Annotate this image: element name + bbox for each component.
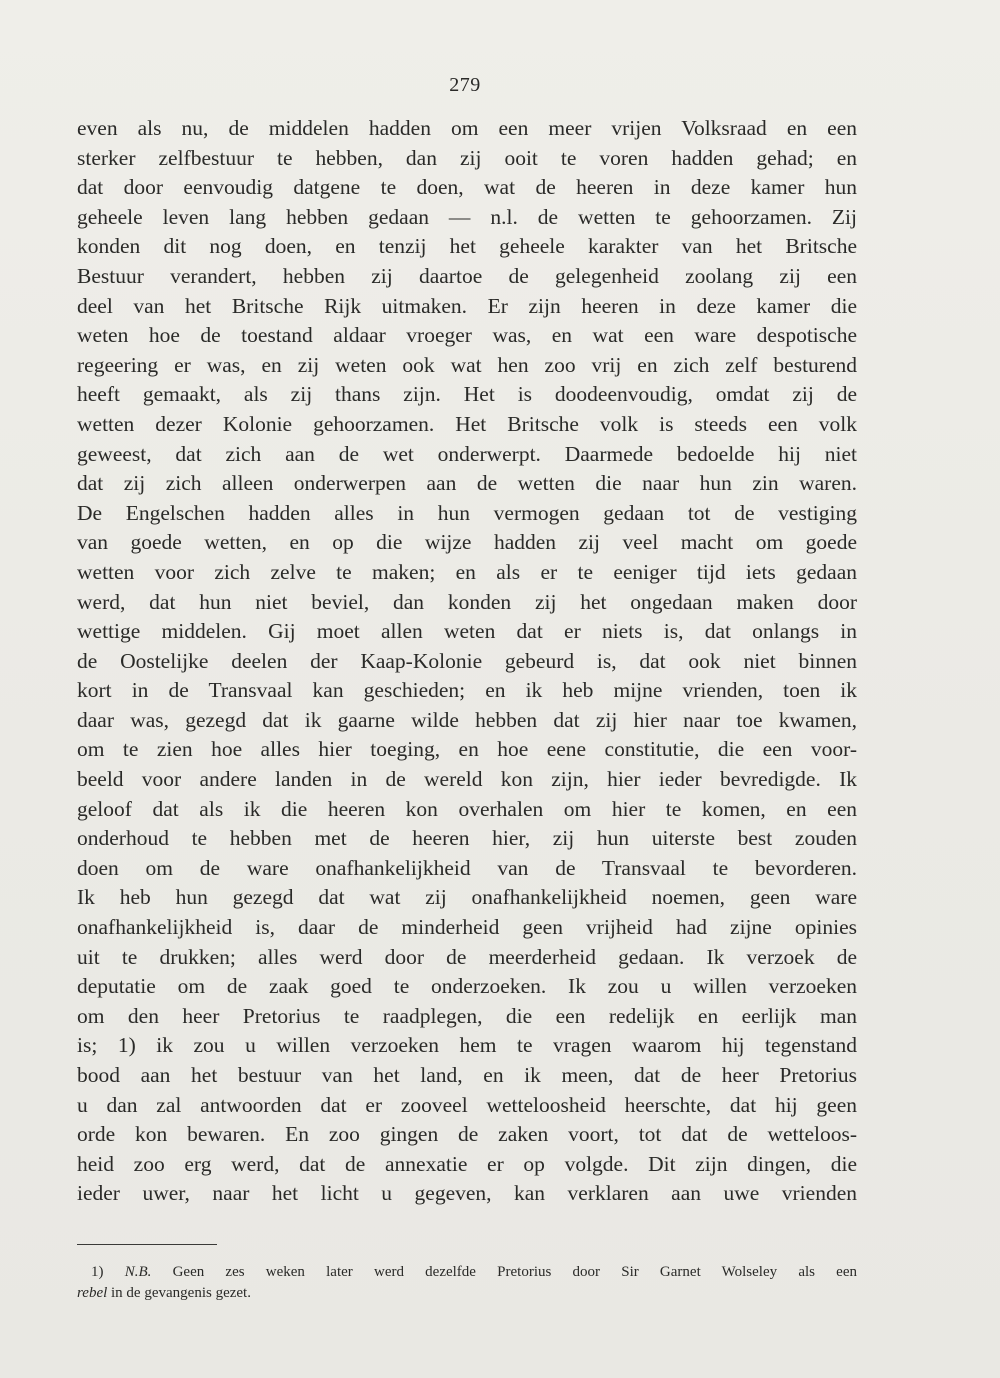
text-line: wetten voor zich zelve te maken; en als er te eeniger tijd iets gedaan [77,559,857,584]
text-line: Ik heb hun gezegd dat wat zij onafhankelijkheid noemen, geen ware [77,885,857,910]
text-line: onderhoud te hebben met de heeren hier, zij hun uiterste best zouden [77,826,857,851]
text-line: van goede wetten, en op die wijze hadden zij veel macht om goede [77,530,857,555]
text-line: doen om de ware onafhankelijkheid van de Transvaal te bevorderen. [77,855,857,880]
footnote-marker: 1) [91,1264,104,1280]
text-line: geweest, dat zich aan de wet onderwerpt. Daarmede bedoelde hij niet [77,441,857,466]
text-line: deel van het Britsche Rijk uitmaken. Er zijn heeren in deze kamer die [77,293,857,318]
footnote-line [77,1262,857,1283]
text-line: heid zoo erg werd, dat de annexatie er op volgde. Dit zijn dingen, die [77,1151,857,1176]
footnote-text: in de gevangenis gezet. [111,1285,251,1301]
footnote-italic-word: rebel [77,1285,108,1301]
text-line: heeft gemaakt, als zij thans zijn. Het is doodeenvoudig, omdat zij de [77,382,857,407]
text-line: even als nu, de middelen hadden om een meer vrijen Volksraad en een [77,116,857,140]
page-number: 279 [449,74,481,96]
text-line: geheele leven lang hebben gedaan — n.l. de wetten te gehoorzamen. Zij [77,204,857,229]
text-line: deputatie om de zaak goed te onderzoeken. Ik zou u willen verzoeken [77,974,857,999]
text-line: wetten dezer Kolonie gehoorzamen. Het Britsche volk is steeds een volk [77,411,857,436]
text-line: geloof dat als ik die heeren kon overhalen om hier te komen, en een [77,796,857,821]
text-line: beeld voor andere landen in de wereld kon zijn, hier ieder bevredigde. Ik [77,767,857,792]
text-line: kort in de Transvaal kan geschieden; en ik heb mijne vrienden, toen ik [77,678,857,703]
text-line: konden dit nog doen, en tenzij het geheele karakter van het Britsche [77,234,857,259]
text-line: is; 1) ik zou u willen verzoeken hem te vragen waarom hij tegenstand [77,1033,857,1058]
text-line: daar was, gezegd dat ik gaarne wilde hebben dat zij hier naar toe kwamen, [77,707,857,732]
text-line: bood aan het bestuur van het land, en ik meen, dat de heer Pretorius [77,1063,857,1087]
body-paragraph [77,114,857,1209]
footnote [77,1262,857,1304]
text-line: onafhankelijkheid is, daar de minderheid geen vrijheid had zijne opinies [77,915,857,940]
footnote-line [77,1283,857,1304]
text-line: wettige middelen. Gij moet allen weten dat er niets is, dat onlangs in [77,619,857,644]
text-line: De Engelschen hadden alles in hun vermogen gedaan tot de vestiging [77,500,857,525]
text-line: uit te drukken; alles werd door de meerderheid gedaan. Ik verzoek de [77,944,857,969]
text-line: dat door eenvoudig datgene te doen, wat de heeren in deze kamer hun [77,175,857,200]
text-line: weten hoe de toestand aldaar vroeger was, en wat een ware despotische [77,323,857,348]
text-line: ieder uwer, naar het licht u gegeven, kan verklaren aan uwe vrienden [77,1181,857,1206]
text-line: om den heer Pretorius te raadplegen, die een redelijk en eerlijk man [77,1003,857,1028]
footnote-divider [77,1244,217,1245]
text-line: regeering er was, en zij weten ook wat hen zoo vrij en zich zelf besturend [77,352,857,377]
footnote-abbreviation: N.B. [124,1264,152,1280]
text-line: sterker zelfbestuur te hebben, dan zij ooit te voren hadden gehad; en [77,145,857,170]
text-line: orde kon bewaren. En zoo gingen de zaken voort, tot dat de wetteloos- [77,1122,857,1147]
text-line: u dan zal antwoorden dat er zooveel wetteloosheid heerschte, dat hij geen [77,1092,857,1117]
text-line: om te zien hoe alles hier toeging, en hoe eene constitutie, die een voor- [77,737,857,762]
text-line: dat zij zich alleen onderwerpen aan de wetten die naar hun zin waren. [77,471,857,496]
text-line: Bestuur verandert, hebben zij daartoe de gelegenheid zoolang zij een [77,263,857,288]
footnote-text: Geen zes weken later werd dezelfde Pretorius door Sir Garnet Wolseley als een [172,1264,857,1280]
text-line: werd, dat hun niet beviel, dan konden zij het ongedaan maken door [77,589,857,614]
text-line: de Oostelijke deelen der Kaap-Kolonie gebeurd is, dat ook niet binnen [77,648,857,673]
